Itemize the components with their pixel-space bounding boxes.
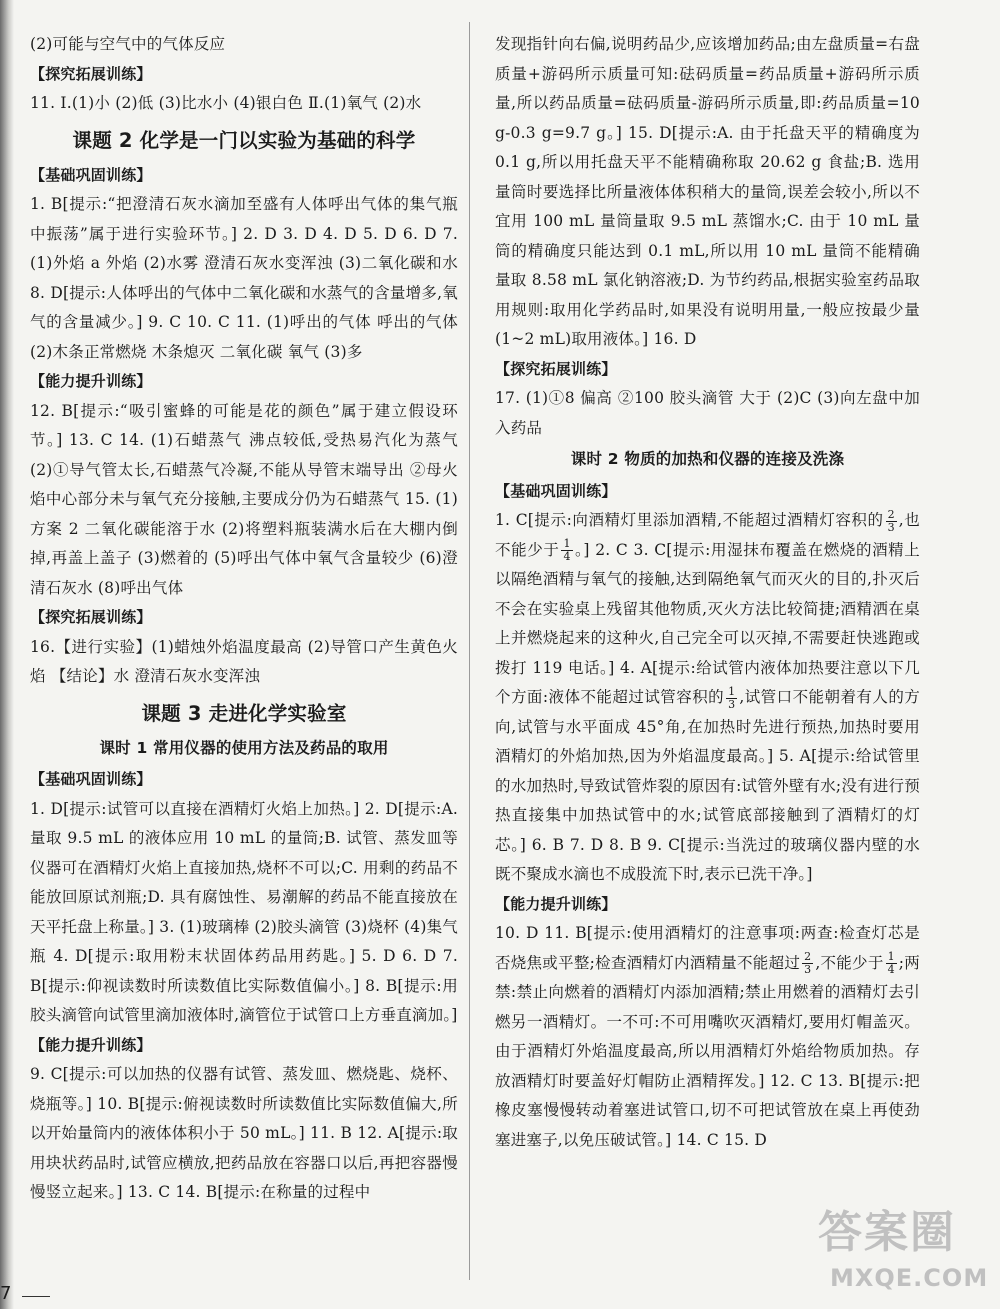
section-heading: 【基础巩固训练】	[495, 481, 617, 500]
section-heading: 【探究拓展训练】	[30, 608, 152, 626]
answer-text-run: 。] 2. C 3. C[提示:用湿抹布覆盖在燃烧的酒精上以隔绝酒精与氧气的接触,达到隔绝氧气而灭火的目的,扑灭后不会在实验桌上残留其他物质,灭火方法比较简捷;酒精洒在桌上并燃烧起来的这种火,自己完全可以灭掉,不需要赶快逃跑或拨打 119 电话。] 4. A[提示:给试管内液体加热要注意以下几个方面:液体不能超过试管容积的	[495, 540, 920, 706]
left-column	[30, 30, 458, 1208]
answer-text-run: ,不能少于	[815, 953, 884, 972]
topic-title: 课题 3 走进化学实验室	[141, 701, 347, 725]
answer-text: 发现指针向右偏,说明药品少,应该增加药品;由左盘质量=右盘质量+游码所示质量可知:砝码质量=药品质量+游码所示质量,所以药品质量=砝码质量-游码所示质量,即:药品质量=10 g-0.3 g=9.7 g。] 15. D[提示:A. 由于托盘天平的精确度为 0.1 g,所以用托盘天平不能精确称取 20.62 g 食盐;B. 选用量筒时要选择比所量液体体积稍大的量筒,误差会较小,所以不宜用 100 mL 量筒量取 9.5 mL 蒸馏水;C. 由于 10 mL 量筒的精确度只能达到 0.1 mL,所以用 10 mL 量筒不能精确量取 8.58 mL 氯化钠溶液;D. 为节约药品,根据实验室药品取用规则:取用化学药品时,如果没有说明用量,一般应按最少量(1~2 mL)取用液体。] 16. D	[495, 35, 920, 348]
section-heading: 【能力提升训练】	[30, 1035, 152, 1054]
right-column	[495, 30, 920, 1155]
answer-text: 17. (1)①8 偏高 ②100 胶头滴管 大于 (2)C (3)向左盘中加入药品	[495, 389, 920, 437]
column-divider	[469, 22, 470, 1280]
answer-text-run: ;两禁:禁止向燃着的酒精灯内添加酒精;禁止用燃着的酒精灯去引燃另一酒精灯。一不可:不可用嘴吹灭酒精灯,要用灯帽盖灭。由于酒精灯外焰温度最高,所以用酒精灯外焰给物质加热。存放酒精灯时要盖好灯帽防止酒精挥发。] 12. C 13. B[提示:把橡皮塞慢慢转动着塞进试管口,切不可把试管放在桌上再使劲塞进塞子,以免压破试管。] 14. C 15. D	[495, 953, 920, 1149]
lesson-title: 课时 1 常用仪器的使用方法及药品的取用	[99, 738, 389, 757]
section-heading: 【探究拓展训练】	[495, 359, 617, 378]
answer-text-run: ,也不能少于	[495, 511, 921, 559]
fraction: $\frac{2}{3}$	[804, 950, 812, 976]
section-heading: 【基础巩固训练】	[30, 165, 152, 184]
lesson-title: 课时 2 物质的加热和仪器的连接及洗涤	[570, 450, 845, 468]
page-binding-edge	[0, 0, 14, 1309]
watermark-logo	[818, 1196, 988, 1304]
watermark-url: MXQE.COM	[830, 1264, 989, 1292]
answer-text: (2)可能与空气中的气体反应	[30, 35, 226, 53]
answer-text: 1. D[提示:试管可以直接在酒精灯火焰上加热。] 2. D[提示:A. 量取 9.5 mL 的液体应用 10 mL 的量筒;B. 试管、蒸发皿等仪器可在酒精灯火焰上直接加热,烧杯不可以;C. 用剩的药品不能放回原试剂瓶;D. 具有腐蚀性、易潮解的药品不能直接放在天平托盘上称量。] 3. (1)玻璃棒 (2)胶头滴管 (3)烧杯 (4)集气瓶 4. D[提示:取用粉末状固体药品用药匙。] 5. D 6. D 7. B[提示:仰视读数时所读数值比实际数值偏小。] 8. B[提示:用胶头滴管向试管里滴加液体时,滴管位于试管口上方垂直滴加。]	[30, 799, 458, 1024]
answer-text: 12. B[提示:“吸引蜜蜂的可能是花的颜色”属于建立假设环节。] 13. C 14. (1)石蜡蒸气 沸点较低,受热易汽化为蒸气 (2)①导气管太长,石蜡蒸气冷凝,不能从导管末端导出 ②母火焰中心部分未与氧气充分接触,主要成分仍为石蜡蒸气 15. (1)方案 2 二氧化碳能溶于水 (2)将塑料瓶装满水后在大棚内倒掉,再盖上盖子 (3)燃着的 (5)呼出气体中氧气含量较少 (6)澄清石灰水 (8)呼出气体	[30, 401, 458, 597]
answer-text-run: ,试管口不能朝着有人的方向,试管与水平面成 45°角,在加热时先进行预热,加热时要用酒精灯的外焰加热,因为外焰温度最高。] 5. A[提示:给试管里的水加热时,导致试管炸裂的原因有:试管外壁有水;没有进行预热直接集中加热试管中的水;试管底部接触到了酒精灯的灯芯。] 6. B 7. D 8. B 9. C[提示:当洗过的玻璃仪器内壁的水既不聚成水滴也不成股流下时,表示已洗干净。]	[495, 688, 920, 883]
answer-text: 9. C[提示:可以加热的仪器有试管、蒸发皿、燃烧匙、烧杯、烧瓶等。] 10. B[提示:俯视读数时所读数值比实际数值偏大,所以开始量筒内的液体体积小于 50 mL。] 11. B 12. A[提示:取用块状药品时,试管应横放,把药品放在容器口以后,再把容器慢慢竖立起来。] 13. C 14. B[提示:在称量的过程中	[30, 1065, 458, 1201]
answer-text: 1. B[提示:“把澄清石灰水滴加至盛有人体呼出气体的集气瓶中振荡”属于进行实验环节。] 2. D 3. D 4. D 5. D 6. D 7. (1)外焰 a 外焰 (2)水雾 澄清石灰水变浑浊 (3)二氧化碳和水 8. D[提示:人体呼出的气体中二氧化碳和水蒸气的含量增多,氧气的含量减少。] 9. C 10. C 11. (1)呼出的气体 呼出的气体 (2)木条正常燃烧 木条熄灭 二氧化碳 氧气 (3)多	[30, 195, 458, 361]
answer-text	[495, 506, 920, 890]
answer-text: 11. Ⅰ.(1)小 (2)低 (3)比水小 (4)银白色 Ⅱ.(1)氧气 (2)水	[30, 94, 422, 112]
fraction: $\frac{1}{4}$	[563, 537, 571, 563]
answer-text: 16.【进行实验】(1)蜡烛外焰温度最高 (2)导管口产生黄色火焰 【结论】水 澄清石灰水变浑浊	[30, 637, 458, 685]
fraction: $\frac{1}{4}$	[887, 950, 895, 976]
answer-text-run: 1. C[提示:向酒精灯里添加酒精,不能超过酒精灯容积的	[495, 511, 884, 529]
section-heading: 【能力提升训练】	[495, 894, 617, 913]
page-number-rule	[22, 1296, 50, 1297]
answer-text-run: 10. D 11. B[提示:使用酒精灯的注意事项:两查:检查灯芯是否烧焦或平整;检查酒精灯内酒精量不能超过	[495, 924, 920, 972]
topic-title: 课题 2 化学是一门以实验为基础的科学	[72, 128, 416, 152]
section-heading: 【基础巩固训练】	[30, 770, 152, 788]
fraction: $\frac{2}{3}$	[887, 507, 895, 534]
page-number: 7	[0, 1283, 12, 1304]
answer-text	[495, 919, 920, 1155]
section-heading: 【探究拓展训练】	[30, 64, 152, 83]
section-heading: 【能力提升训练】	[30, 372, 152, 390]
fraction: $\frac{1}{3}$	[728, 684, 736, 711]
watermark-text: 答案圈	[818, 1207, 956, 1258]
